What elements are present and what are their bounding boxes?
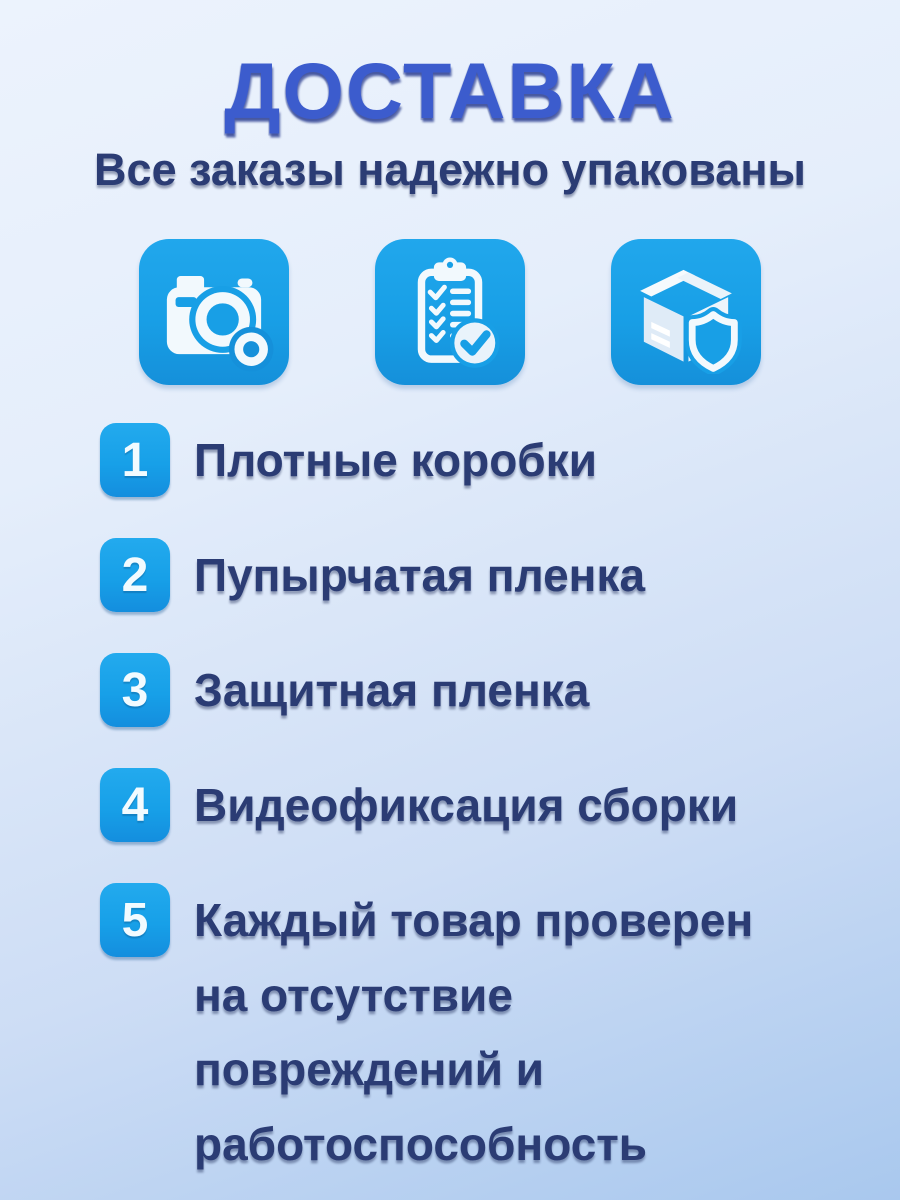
list-item-2	[100, 538, 840, 612]
list-item-4	[100, 768, 840, 842]
package-shield-icon	[623, 250, 749, 374]
step-text: Пупырчатая пленка	[194, 549, 646, 602]
poster-subtitle: Все заказы надежно упакованы	[94, 143, 806, 195]
step-number-badge: 3	[100, 653, 170, 727]
steps-list	[0, 423, 900, 1181]
list-item-5	[100, 883, 840, 1181]
list-item-3	[100, 653, 840, 727]
step-number-badge: 5	[100, 883, 170, 957]
step-number-badge: 2	[100, 538, 170, 612]
poster-title: ДОСТАВКА	[224, 46, 676, 135]
step-text: Каждый товар проверен на отсутствие повреждений и работоспособность	[194, 894, 754, 1170]
list-item-1	[100, 423, 840, 497]
camera-tile	[139, 239, 289, 385]
step-text: Защитная пленка	[194, 664, 590, 717]
step-number-badge: 1	[100, 423, 170, 497]
step-number-badge: 4	[100, 768, 170, 842]
checklist-tile	[375, 239, 525, 385]
step-text: Плотные коробки	[194, 434, 598, 487]
step-text: Видеофиксация сборки	[194, 779, 739, 832]
camera-icon	[151, 250, 277, 374]
package-shield-tile	[611, 239, 761, 385]
icon-row	[0, 239, 900, 385]
checklist-icon	[387, 250, 513, 374]
